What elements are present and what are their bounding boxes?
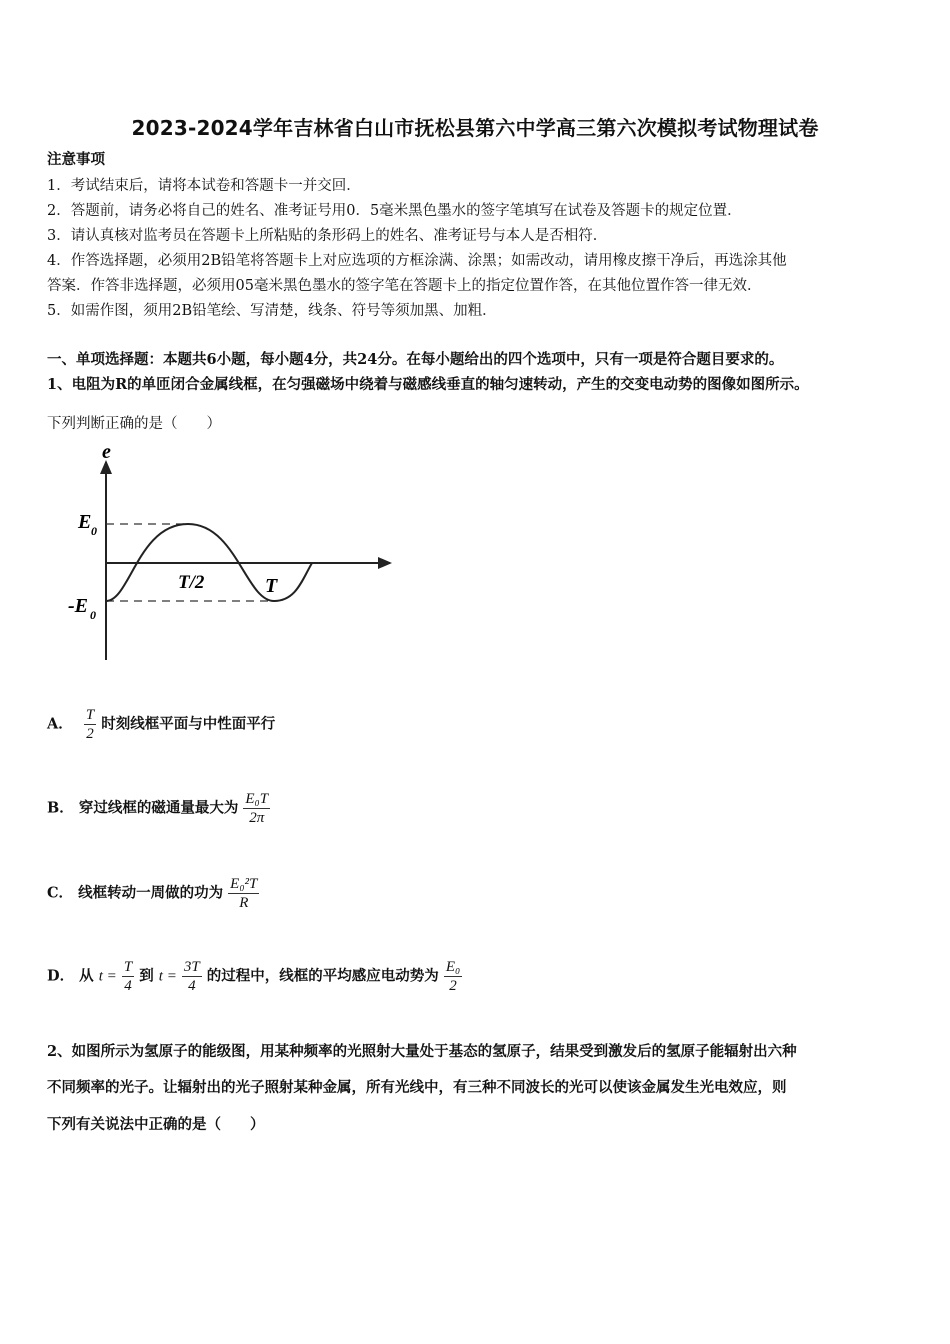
e0-label: E (78, 511, 92, 533)
option-d-t2: t = (158, 968, 177, 985)
option-b[interactable] (47, 790, 270, 827)
question-2-prompt: 下列有关说法中正确的是（ ） (47, 1116, 265, 1133)
option-d-letter: D． (47, 967, 75, 985)
question-2-stem: 2、如图所示为氢原子的能级图，用某种频率的光照射大量处于基态的氢原子，结果受到激发后的氢原子能辐射出六种 (47, 1043, 797, 1060)
notice-item: 2．答题前，请务必将自己的姓名、准考证号用0．5毫米黑色墨水的签字笔填写在试卷及答题卡的规定位置． (47, 203, 742, 219)
neg-e0-label: -E (68, 595, 88, 617)
question-2-stem: 不同频率的光子。让辐射出的光子照射某种金属，所有光线中，有三种不同波长的光可以使该金属发生光电效应，则 (47, 1079, 787, 1096)
option-d-text-from: 从 (79, 967, 94, 985)
emf-time-graph (60, 440, 400, 670)
question-1-prompt: 下列判断正确的是（ ） (47, 416, 221, 432)
option-c-letter: C． (47, 884, 74, 902)
option-d-fraction-2: $\frac{3T}{4}$ (183, 959, 200, 994)
question-1-stem: 1、电阻为R的单匝闭合金属线框，在匀强磁场中绕着与磁感线垂直的轴匀速转动，产生的交变电动势的图像如图所示。 (47, 376, 809, 393)
option-b-letter: B． (47, 799, 74, 817)
option-d-fraction-3: $\frac{\text{E₀}}{2}$ (445, 959, 461, 994)
option-a-text: 时刻线框平面与中性面平行 (101, 715, 276, 733)
option-c-fraction: $\frac{\text{E₀²T}}{R}$ (230, 876, 258, 911)
e0-sub: 0 (91, 524, 97, 538)
half-period-label: T/2 (178, 572, 205, 593)
option-d-text: 的过程中，线框的平均感应电动势为 (206, 967, 439, 985)
option-c[interactable] (47, 875, 259, 912)
y-axis-label: e (102, 441, 111, 463)
notice-item: 1．考试结束后，请将本试卷和答题卡一并交回． (47, 178, 361, 194)
page-title: 2023-2024学年吉林省白山市抚松县第六中学高三第六次模拟考试物理试卷 (131, 116, 819, 140)
notice-item: 答案．作答非选择题，必须用05毫米黑色墨水的签字笔在答题卡上的指定位置作答，在其他位置作答一律无效． (47, 278, 762, 294)
option-d-text-to: 到 (139, 967, 154, 985)
option-d-t1: t = (98, 968, 117, 985)
notice-item: 5．如需作图，须用2B铅笔绘、写清楚，线条、符号等须加黑、加粗． (47, 303, 497, 319)
neg-e0-sub: 0 (90, 608, 96, 622)
notice-item: 4．作答选择题，必须用2B铅笔将答题卡上对应选项的方框涂满、涂黑；如需改动，请用橡皮擦干净后，再选涂其他 (47, 253, 787, 269)
notice-heading: 注意事项 (47, 151, 105, 168)
option-d[interactable] (47, 958, 462, 995)
option-c-text: 线框转动一周做的功为 (78, 884, 224, 902)
option-b-text: 穿过线框的磁通量最大为 (78, 799, 239, 817)
option-a-letter: A． (47, 715, 73, 733)
section-heading: 一、单项选择题：本题共6小题，每小题4分，共24分。在每小题给出的四个选项中，只有一项是符合题目要求的。 (47, 351, 784, 368)
option-a-fraction: $\frac{T}{2}$ (85, 707, 95, 742)
option-b-fraction: $\frac{\text{E₀T}}{2\pi}$ (245, 791, 269, 826)
notice-item: 3．请认真核对监考员在答题卡上所粘贴的条形码上的姓名、准考证号与本人是否相符． (47, 228, 608, 244)
option-a[interactable] (47, 706, 275, 743)
period-label: T (265, 575, 278, 597)
option-d-fraction-1: $\frac{T}{4}$ (123, 959, 133, 994)
